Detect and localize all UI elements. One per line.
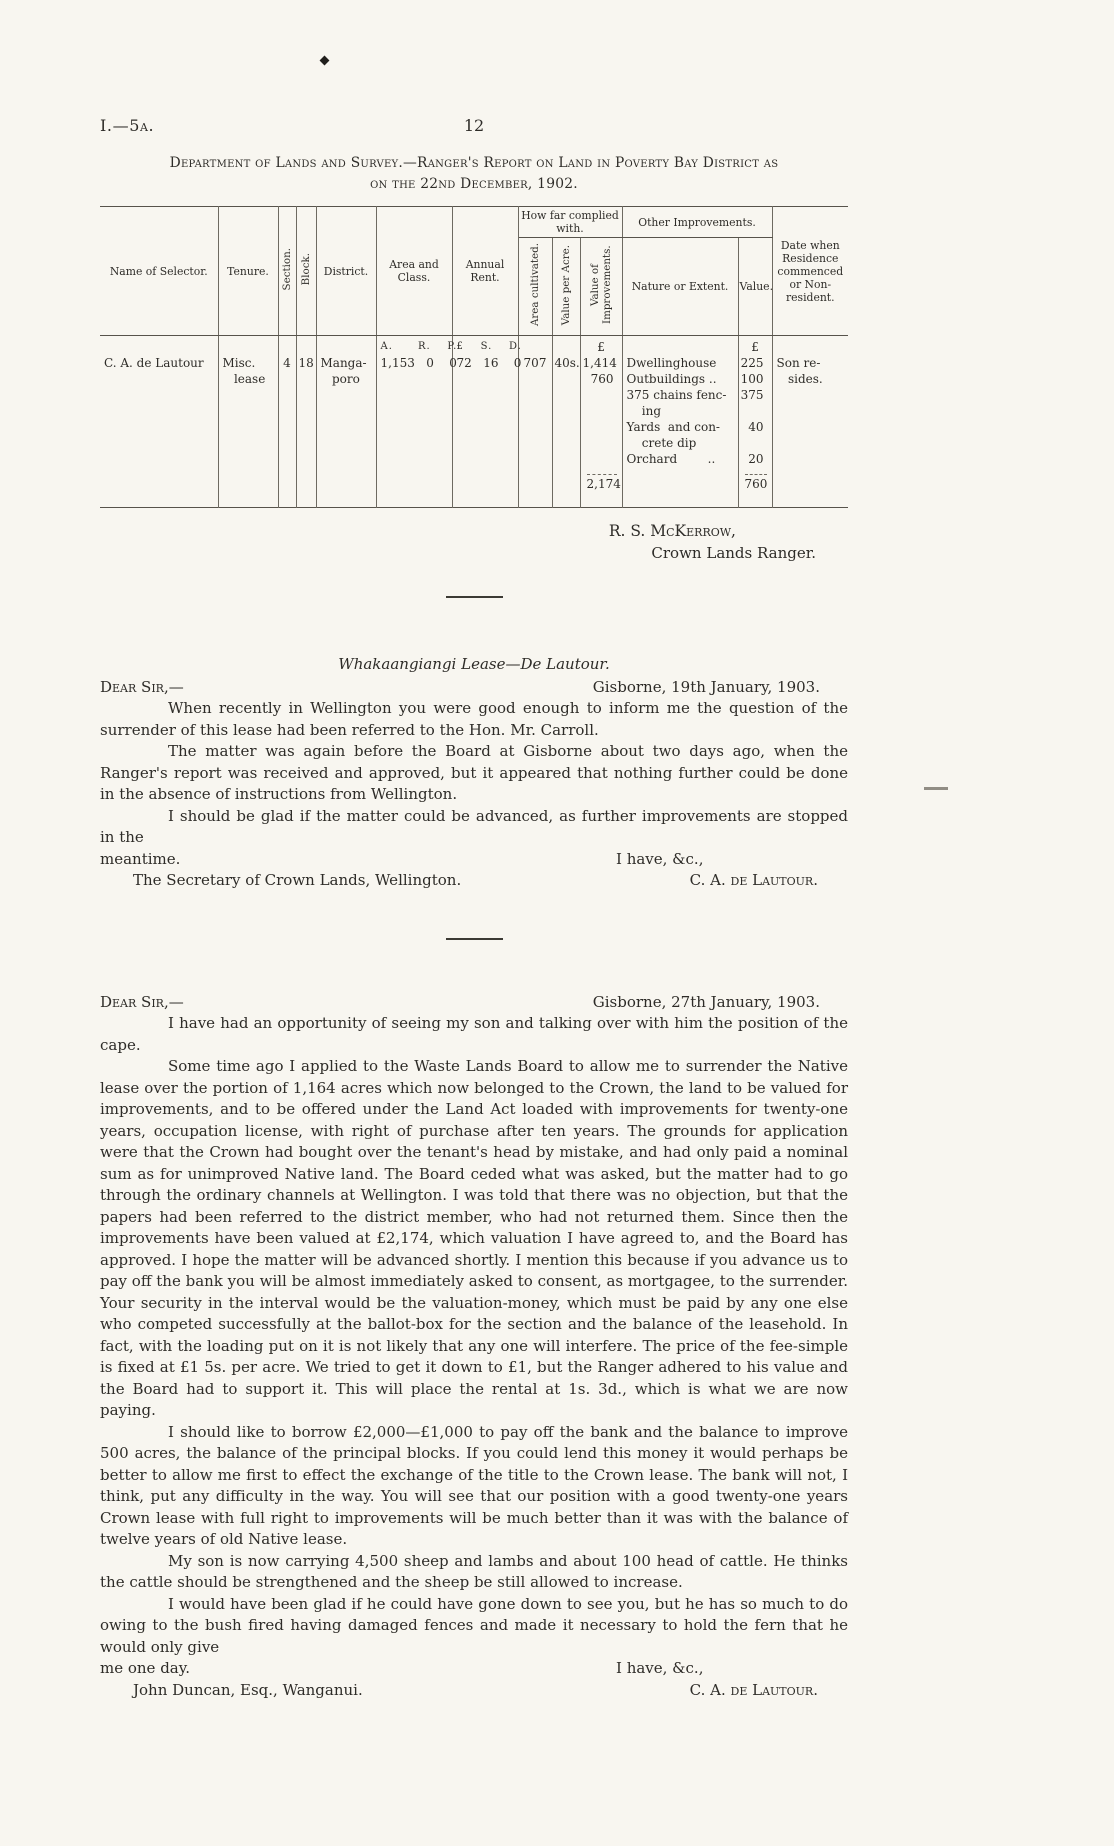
- cell-line: crete dip: [626, 436, 697, 450]
- cell-name-of-selector: [100, 336, 218, 508]
- page-number: 12: [463, 116, 485, 135]
- col-header-value-of-improvements: [580, 238, 622, 336]
- col-header-label: Area cultivated.: [529, 243, 541, 327]
- letter-paragraph: I have had an opportunity of seeing my son and talking over with him the position of the cape.: [100, 1014, 848, 1054]
- report-title-line-1: Department of Lands and Survey.—Ranger's Report on Land in Poverty Bay District as: [169, 155, 779, 171]
- letter-paragraph: Some time ago I applied to the Waste Lands Board to allow me to surrender the Native lease over the portion of 1,164 acres which now belonged to the Crown, the land to be valued for improvements, and to be offered under the Land Act loaded with improvements for twenty-one years, occupation license, with right of purchase after ten years. The grounds for application were that the Crown had bought over the tenant's head by mistake, and had only paid a nominal sum as for unimproved Native land. The Board ceded what was asked, but the matter had to go through the ordinary channels at Wellington. I was told that there was no objection, but that the papers had been referred to the district member, who had not returned them. Since then the improvements have been valued at £2,174, which valuation I have agreed to, and the Board has approved. I hope the matter will be advanced shortly. I mention this because if you advance us to pay off the bank you will be almost immediately asked to consent, as mortgagee, to the surrender. Your security in the interval would be the valuation-money, which must be paid by any one else who competed successfully at the ballot-box for the section and the balance of the leasehold. In fact, with the loading put on it is not likely that any one will interfere. The price of the fee-simple is fixed at £1 5s. per acre. We tried to get it down to £1, but the Ranger adhered to his value and the Board had to support it. This will place the rental at 1s. 3d., which is what we are now paying.: [100, 1057, 848, 1419]
- cell-line: 707: [523, 356, 547, 370]
- col-group-label: How far complied with.: [521, 209, 619, 235]
- scan-artifact-dash: [924, 787, 948, 790]
- dateline: Gisborne, 27th January, 1903.: [592, 992, 820, 1011]
- salutation-row: [100, 677, 848, 699]
- letter-paragraph: I should be glad if the matter could be advanced, as further improvements are stopped in the: [100, 806, 848, 846]
- valediction: I have, &c.,: [616, 849, 704, 868]
- letter-paragraph: I would have been glad if he could have gone down to see you, but he has so much to do owing to the bush fired having damaged fences and made it necessary to hold the fern that he would only give: [100, 1594, 848, 1656]
- cell-line: [281, 339, 294, 355]
- col-header-district: [316, 207, 376, 336]
- valediction-row: [100, 849, 848, 871]
- cell-area-cultivated: [518, 336, 552, 508]
- col-header-label: Annual Rent.: [465, 258, 505, 284]
- cell-line: Orchard ..: [626, 452, 716, 466]
- report-title-line-2: on the 22nd December, 1902.: [370, 176, 578, 192]
- cell-line: Yards and con-: [626, 420, 720, 434]
- cell-line: [777, 339, 847, 355]
- col-header-area-cultivated: [518, 238, 552, 336]
- cell-line: C. A. de Lautour: [104, 356, 204, 370]
- addressee: John Duncan, Esq., Wanganui.: [133, 1680, 363, 1699]
- dateline: Gisborne, 19th January, 1903.: [592, 677, 820, 696]
- signature-role: Crown Lands Ranger.: [651, 544, 816, 562]
- document-reference: I.—5a.: [100, 116, 155, 135]
- section-divider: [446, 596, 503, 598]
- cell-line: 375 chains fenc-: [626, 388, 727, 402]
- cell-line: [627, 339, 736, 355]
- other-value-stack: [741, 339, 770, 503]
- cell-line: 4: [283, 356, 291, 370]
- cell-line: 225: [740, 356, 764, 370]
- cell-line: 20: [748, 452, 764, 466]
- letter-paragraph: My son is now carrying 4,500 sheep and lambs and about 100 head of cattle. He thinks the cattle should be strengthened and the sheep be still allowed to increase.: [100, 1551, 848, 1591]
- cell-line: £ S. D.: [456, 341, 522, 352]
- cell-value-per-acre: [552, 336, 580, 508]
- cell-nature-or-extent: [622, 336, 738, 508]
- improvements-total: 2,174: [587, 474, 617, 491]
- cell-section: [278, 336, 296, 508]
- other-improvement-values: [741, 339, 770, 467]
- improvements-values: [583, 339, 620, 387]
- cell-line: 18: [298, 356, 314, 370]
- paragraph-end: me one day.: [100, 1659, 190, 1677]
- cell-block: [296, 336, 316, 508]
- valediction: I have, &c.,: [616, 1659, 704, 1677]
- table-row-selector: [100, 336, 848, 508]
- section-divider: [446, 938, 503, 940]
- col-header-label: Name of Selector.: [109, 264, 208, 278]
- letter-to-john-duncan: [100, 992, 848, 1702]
- col-group-other-improvements: [622, 207, 772, 238]
- col-header-annual-rent: [452, 207, 518, 336]
- col-header-label: District.: [323, 264, 369, 278]
- report-title: [100, 153, 848, 195]
- col-header-tenure: [218, 207, 278, 336]
- letter-signature-row: [100, 870, 848, 892]
- letter-signature: C. A. de Lautour.: [689, 1680, 818, 1699]
- cell-line: Son re-: [776, 356, 821, 370]
- col-header-label: Value.: [739, 280, 774, 293]
- letter-signature: C. A. de Lautour.: [689, 871, 818, 889]
- cell-line: 40s.: [554, 356, 580, 370]
- col-header-date-residence: [772, 207, 848, 336]
- cell-tenure: [218, 336, 278, 508]
- cell-line: [741, 403, 770, 419]
- cell-line: Dwellinghouse: [626, 356, 717, 370]
- letter-signature-row: [100, 1680, 848, 1702]
- col-group-label: Other Improvements.: [638, 215, 756, 229]
- other-values-total: 760: [745, 474, 767, 491]
- col-header-label: Tenure.: [227, 264, 269, 278]
- page-header: [100, 116, 848, 138]
- cell-line: ing: [626, 404, 662, 418]
- col-header-label: Area and Class.: [389, 258, 439, 284]
- cell-line: Misc.: [222, 356, 256, 370]
- cell-line: 72 16 0: [456, 356, 522, 370]
- cell-line: [555, 339, 578, 355]
- cell-line: [104, 339, 216, 355]
- col-header-area-and-class: [376, 207, 452, 336]
- col-header-nature-or-extent: [622, 238, 738, 336]
- cell-line: poro: [320, 372, 360, 386]
- col-header-name-of-selector: [100, 207, 218, 336]
- cell-line: sides.: [776, 372, 823, 386]
- cell-line: A. R. P.: [380, 341, 458, 352]
- cell-line: [299, 339, 314, 355]
- cell-line: [741, 435, 770, 451]
- cell-value-of-improvements: [580, 336, 622, 508]
- report-signature-block: [100, 520, 848, 564]
- letter-paragraph: I should like to borrow £2,000—£1,000 to pay off the bank and the balance to improve 500 acres, the balance of the principal blocks. If you could lend this money it would perhaps be better to allow me first to effect the exchange of the title to the Crown lease. The bank will not, I think, put any difficulty in the way. You will see that our position with a good twenty-one years Crown lease with full right to improvements will be much better than it was with the balance of twelve years of old Native lease.: [100, 1422, 848, 1548]
- col-header-label: Block.: [300, 253, 312, 286]
- letter-paragraph: When recently in Wellington you were good enough to inform me the question of the surrender of this lease had been referred to the Hon. Mr. Carroll.: [100, 699, 848, 739]
- cell-line: 100: [740, 372, 764, 386]
- cell-date-residence: [772, 336, 848, 508]
- cell-area-and-class: [376, 336, 458, 508]
- col-header-value: [738, 238, 772, 336]
- col-header-block: [296, 207, 316, 336]
- cell-line: 760: [590, 372, 614, 386]
- cell-line: £: [751, 340, 759, 354]
- cell-annual-rent: [452, 336, 522, 508]
- col-header-label: Nature or Extent.: [631, 280, 729, 293]
- cell-line: Manga-: [320, 356, 367, 370]
- cell-line: [321, 339, 374, 355]
- cell-other-improvements-value: [738, 336, 772, 508]
- cell-line: £: [597, 340, 605, 354]
- improvements-value-stack: [583, 339, 620, 503]
- cell-line: Outbuildings ..: [626, 372, 717, 386]
- col-header-label: Section.: [281, 248, 293, 291]
- ranger-report-table: [100, 206, 848, 508]
- salutation: Dear Sir,—: [100, 677, 184, 696]
- cell-line: [521, 339, 550, 355]
- salutation-row: [100, 992, 848, 1014]
- cell-line: 40: [748, 420, 764, 434]
- signature-name: R. S. McKerrow,: [608, 522, 736, 540]
- col-header-value-per-acre: [552, 238, 580, 336]
- cell-line: 1,153 0 0: [380, 356, 457, 370]
- cell-line: 1,414: [582, 356, 617, 370]
- letter-paragraph: The matter was again before the Board at Gisborne about two days ago, when the Ranger's report was received and approved, but it appeared that nothing further could be done in the absence of instructions from Wellington.: [100, 742, 848, 803]
- document-page: [100, 0, 848, 1701]
- col-header-label: Date when Residence commenced or Non-resident.: [777, 238, 844, 304]
- salutation: Dear Sir,—: [100, 992, 184, 1011]
- table-header-row-groups: [100, 207, 848, 238]
- cell-line: 375: [740, 388, 764, 402]
- col-group-how-far-complied: [518, 207, 622, 238]
- col-header-label: Value of Improvements.: [589, 245, 614, 325]
- col-header-label: Value per Acre.: [560, 244, 572, 326]
- cell-district: [316, 336, 376, 508]
- cell-line: [223, 339, 276, 355]
- cell-line: lease: [222, 372, 266, 386]
- valediction-row: [100, 1658, 848, 1680]
- addressee: The Secretary of Crown Lands, Wellington.: [133, 871, 462, 889]
- paragraph-end: meantime.: [100, 849, 181, 868]
- letter-whakaangiangi-lease: [100, 654, 848, 892]
- letter-title: Whakaangiangi Lease—De Lautour.: [338, 655, 610, 673]
- col-header-section: [278, 207, 296, 336]
